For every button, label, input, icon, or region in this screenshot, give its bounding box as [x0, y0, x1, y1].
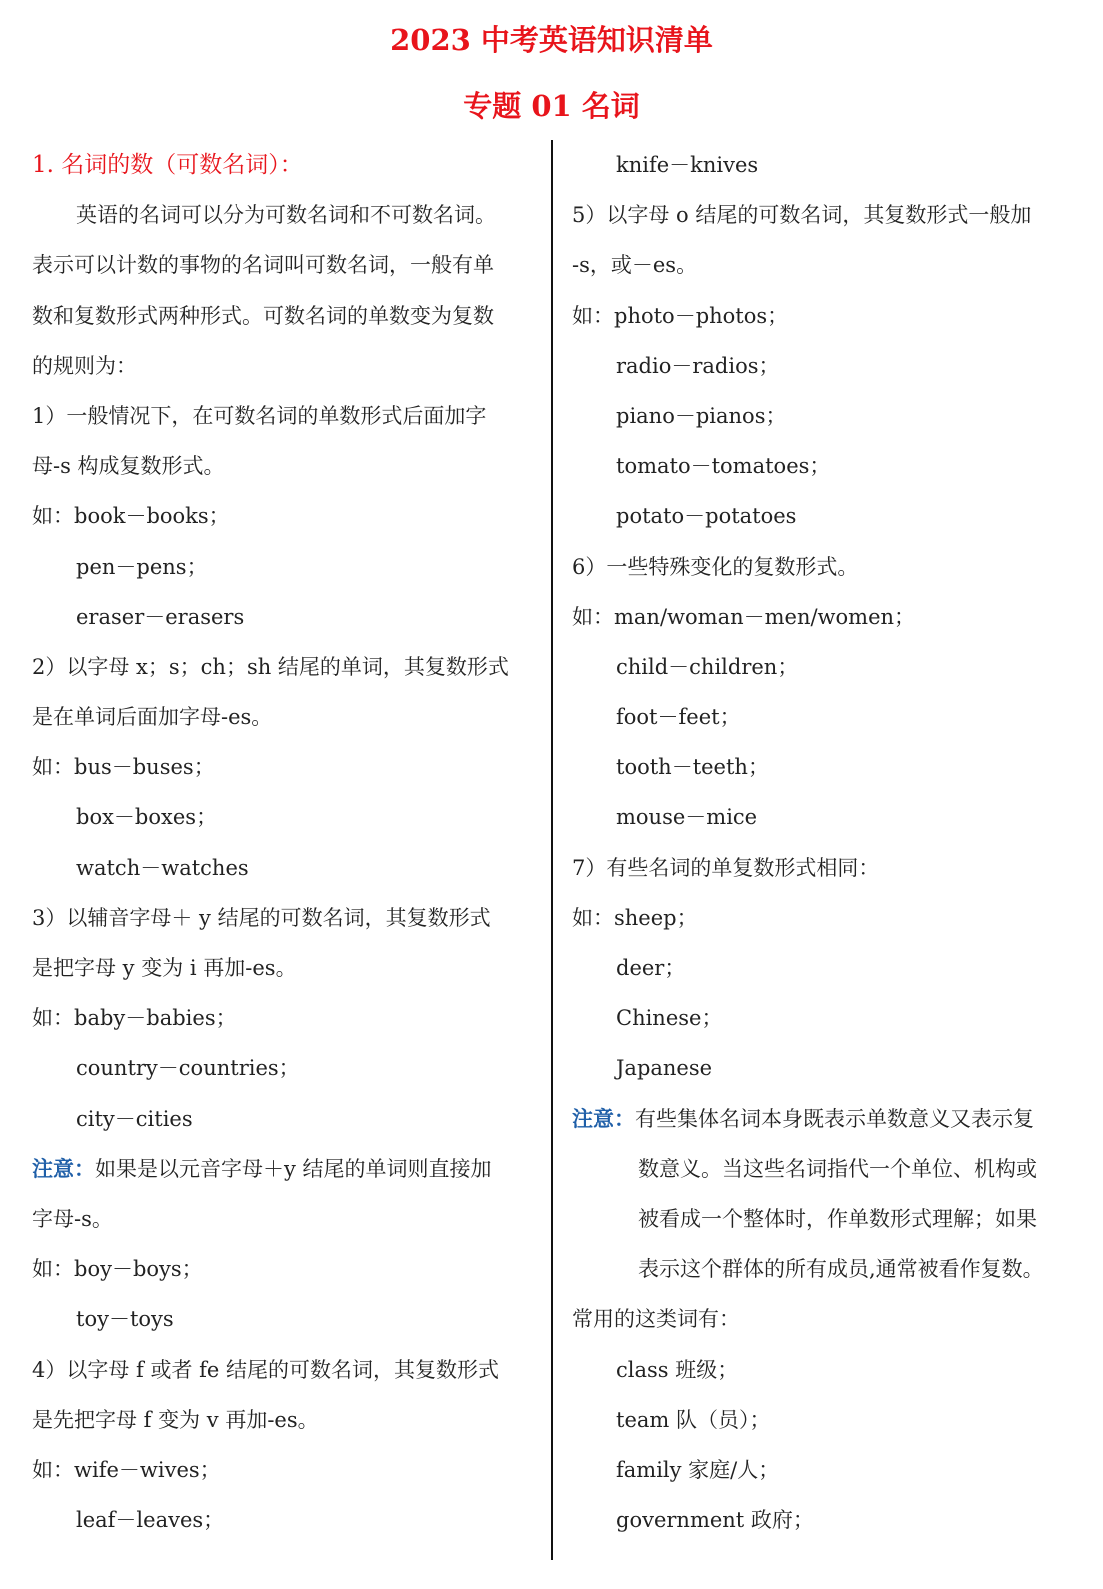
- note-label: 注意：: [572, 1105, 635, 1131]
- example-line: knife－knives: [616, 153, 759, 177]
- rule-1: 1）一般情况下，在可数名词的单数形式后面加字: [32, 403, 487, 428]
- example-line: 如：book－books；: [32, 504, 230, 529]
- rule-2-cont: 是在单词后面加字母-es。: [32, 705, 273, 730]
- example-line: deer；: [616, 956, 686, 980]
- rule-1-cont: 母-s 构成复数形式。: [32, 454, 225, 479]
- example-line: Japanese: [616, 1056, 713, 1081]
- common-word-item: government 政府；: [616, 1508, 814, 1533]
- note-line: [32, 1144, 532, 1194]
- example-line: Chinese；: [616, 1006, 723, 1031]
- example-line: 如：wife－wives；: [32, 1457, 221, 1482]
- example-line: leaf－leaves；: [76, 1508, 225, 1533]
- rule-4: 4）以字母 f 或者 fe 结尾的可数名词，其复数形式: [32, 1357, 500, 1382]
- rule-6: 6）一些特殊变化的复数形式。: [572, 554, 859, 579]
- right-column: [572, 140, 1082, 1545]
- intro-line: 表示可以计数的事物的名词叫可数名词，一般有单: [32, 253, 494, 278]
- example-line: foot－feet；: [616, 705, 741, 730]
- document-subtitle: 专题 01 名词: [463, 89, 640, 123]
- example-line: country－countries；: [76, 1056, 300, 1081]
- note-label: 注意：: [32, 1155, 95, 1181]
- rule-5: 5）以字母 o 结尾的可数名词，其复数形式一般加: [572, 203, 1032, 228]
- example-line: piano－pianos；: [616, 403, 787, 428]
- rule-7: 7）有些名词的单复数形式相同：: [572, 855, 880, 880]
- example-line: child－children；: [616, 654, 799, 679]
- note-text: 有些集体名词本身既表示单数意义又表示复: [635, 1106, 1034, 1131]
- rule-4-cont: 是先把字母 f 变为 v 再加-es。: [32, 1407, 319, 1432]
- common-word-item: family 家庭/人；: [616, 1457, 780, 1482]
- note-line-cont: 被看成一个整体时，作单数形式理解；如果: [638, 1206, 1037, 1231]
- example-line: toy－toys: [76, 1307, 174, 1332]
- example-line: 如：boy－boys；: [32, 1257, 203, 1282]
- example-line: pen－pens；: [76, 554, 208, 579]
- common-words-heading: 常用的这类词有：: [572, 1307, 740, 1332]
- note-text: 如果是以元音字母＋y 结尾的单词则直接加: [95, 1156, 492, 1181]
- left-column: [32, 140, 532, 1545]
- example-line: 如：man/woman－men/women；: [572, 604, 916, 629]
- common-word-item: team 队（员）；: [616, 1407, 771, 1432]
- example-line: watch－watches: [76, 855, 249, 880]
- column-divider: [551, 140, 553, 1560]
- section-heading: 1. 名词的数（可数名词）：: [32, 152, 303, 178]
- example-line: potato－potatoes: [616, 504, 797, 529]
- example-line: eraser－erasers: [76, 604, 245, 629]
- common-word-item: class 班级；: [616, 1357, 739, 1382]
- example-line: radio－radios；: [616, 353, 780, 378]
- note-line-cont: 字母-s。: [32, 1206, 113, 1231]
- example-line: mouse－mice: [616, 805, 758, 830]
- note-line-cont: 数意义。当这些名词指代一个单位、机构或: [638, 1156, 1037, 1181]
- document-title: 2023 中考英语知识清单: [390, 23, 713, 57]
- rule-3: 3）以辅音字母＋ y 结尾的可数名词，其复数形式: [32, 905, 491, 930]
- example-line: tooth－teeth；: [616, 755, 769, 780]
- note-line-cont: 表示这个群体的所有成员,通常被看作复数。: [638, 1257, 1044, 1282]
- example-line: 如：sheep；: [572, 905, 698, 930]
- example-line: 如：photo－photos；: [572, 303, 789, 328]
- example-line: city－cities: [76, 1106, 193, 1131]
- intro-line: 的规则为：: [32, 353, 137, 378]
- example-line: 如：bus－buses；: [32, 755, 215, 780]
- rule-5-cont: -s，或－es。: [572, 253, 698, 278]
- example-line: box－boxes；: [76, 805, 218, 830]
- rule-2: 2）以字母 x；s；ch；sh 结尾的单词，其复数形式: [32, 654, 509, 679]
- example-line: tomato－tomatoes；: [616, 454, 831, 479]
- example-line: 如：baby－babies；: [32, 1006, 237, 1031]
- intro-line: 英语的名词可以分为可数名词和不可数名词。: [76, 203, 496, 228]
- note-line: [572, 1094, 1082, 1144]
- intro-line: 数和复数形式两种形式。可数名词的单数变为复数: [32, 303, 494, 328]
- rule-3-cont: 是把字母 y 变为 i 再加-es。: [32, 956, 297, 980]
